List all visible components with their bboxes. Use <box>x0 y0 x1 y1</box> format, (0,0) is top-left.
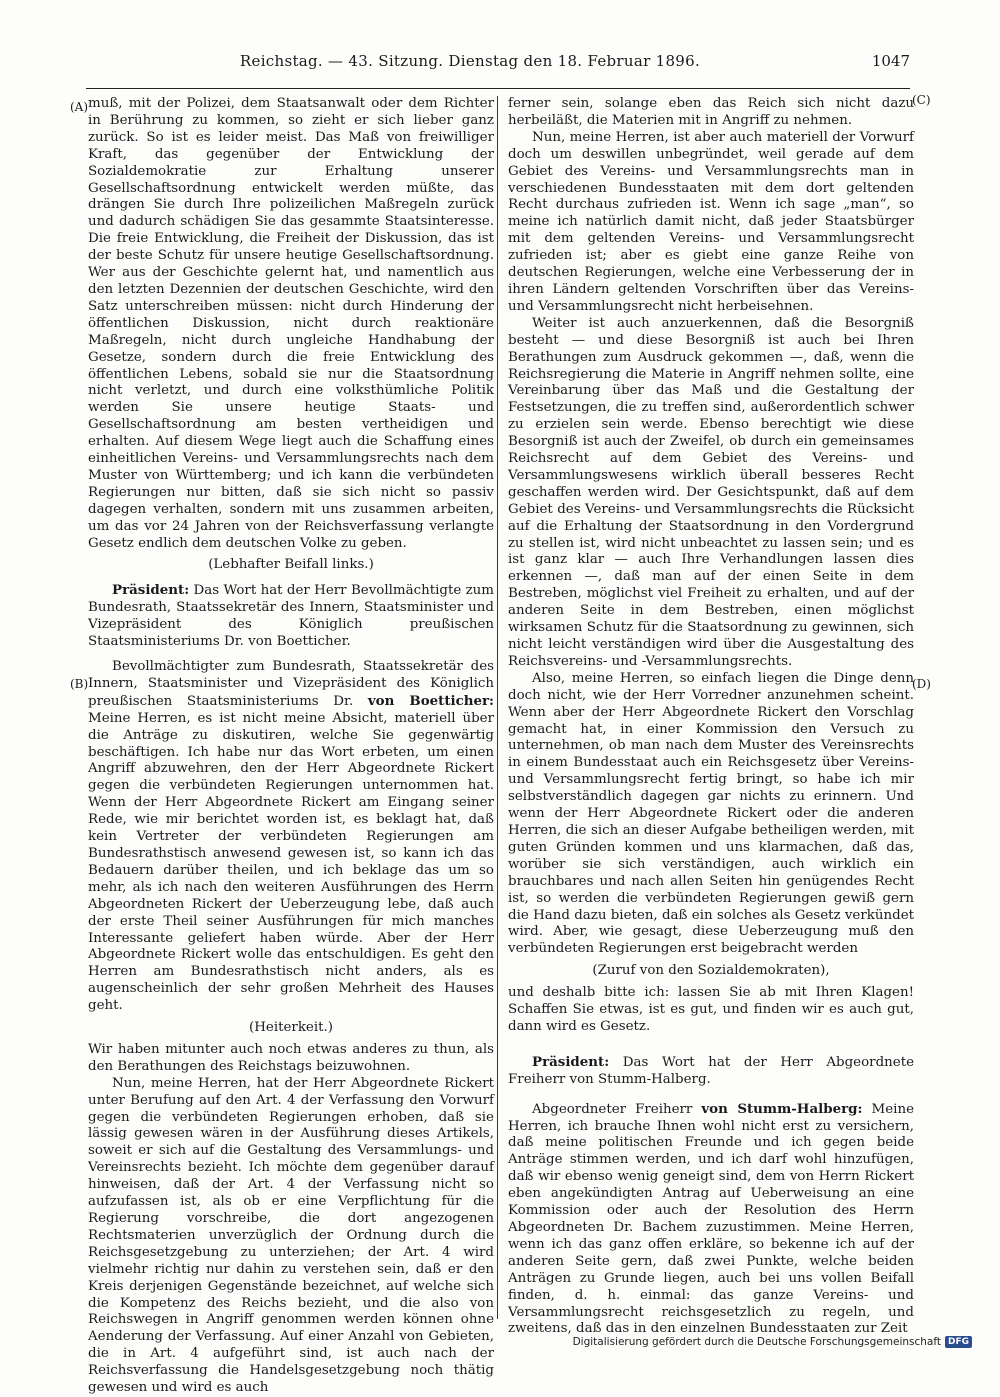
paragraph: Weiter ist auch anzuerkennen, daß die Besorgniß besteht — und diese Besorgniß ist auch bei Ihren Berathungen zum Ausdruck gekommen —, daß, wenn die Reichsregierung die Materie in Angriff nehmen sollte, eine Vereinbarung über das Maß und die Gestaltung der Festsetzungen, die zu treffen sind, außerordentlich schwer zu erzielen sein werde. Ebenso berechtigt wie diese Besorgniß ist auch der Zweifel, ob durch ein gemeinsames Reichsrecht auf dem Gebiet des Vereins- und Versammlungswesens wirklich überall besseres Recht geschaffen werden wird. Der Gesichtspunkt, daß auf dem Gebiet des Vereins- und Versammlungsrechts die Rücksicht auf die Erhaltung der Staatsordnung in den Vordergrund zu stellen ist, wird nicht unbeachtet zu lassen sein; und es ist ganz klar — auch Ihre Verhandlungen lassen dies erkennen —, daß man auf der einen Seite in dem Bestreben, möglichst viel Freiheit zu erhalten, und auf der anderen Seite in dem Bestreben, einen möglichst wirksamen Schutz für die Staatsordnung zu gewinnen, sich nicht leicht verständigen wird über die Ausgestaltung des Reichsvereins- und -Versammlungsrechts. <box>508 315 914 669</box>
paragraph: muß, mit der Polizei, dem Staatsanwalt oder dem Richter in Berührung zu kommen, so zieht er sich lieber ganz zurück. So ist es leider meist. Das Maß von freiwilliger Kraft, das gegenüber der Entwicklung der Sozialdemokratie zur Erhaltung unserer Gesellschaftsordnung entwickelt werden müßte, das drängen Sie durch Ihre polizeilichen Maßregeln zurück und dadurch schädigen Sie das gesammte Staatsinteresse. Die freie Entwicklung, die Freiheit der Diskussion, das ist der beste Schutz für unsere heutige Gesellschaftsordnung. Wer aus der Geschichte gelernt hat, und namentlich aus den letzten Dezennien der deutschen Geschichte, wird den Satz unterschreiben müssen: nicht durch Hinderung der öffentlichen Diskussion, nicht durch reaktionäre Maßregeln, nicht durch ungleiche Handhabung der Gesetze, sondern durch die freie Entwicklung des öffentlichen Lebens, sobald sie nur die Staatsordnung nicht verletzt, und durch eine volksthümliche Politik werden Sie unsere heutige Staats- und Gesellschaftsordnung am besten vertheidigen und erhalten. Auf diesem Wege liegt auch die Schaffung eines einheitlichen Vereins- und Versammlungsrechts nach dem Muster von Württemberg; und ich kann die verbündeten Regierungen nur bitten, daß sie sich nicht so passiv dagegen verhalten, sondern mit uns zusammen arbeiten, um das vor 24 Jahren von der Reichsverfassung verlangte Gesetz endlich dem deutschen Volke zu geben. <box>88 96 494 551</box>
speaker-name: von Boetticher: <box>367 692 495 709</box>
speech-text: Meine Herren, es ist nicht meine Absicht, materiell über die Anträge zu diskutiren, welche Sie gegenwärtig beschäftigen. Ich habe nur das Wort erbeten, um einen Angriff abzuwehren, den der Herr Abgeordnete Rickert gegen die verbündeten Regierungen unternommen hat. Wenn der Herr Abgeordnete Rickert am Eingang seiner Rede, wie mir berichtet worden ist, es beklagt hat, daß kein Vertreter der verbündeten Regierungen am Bundesrathstisch anwesend gewesen ist, so kann ich das Bedauern darüber theilen, und ich beklage das um so mehr, als ich nach den weiteren Ausführungen des Herrn Abgeordneten Rickert der Ueberzeugung lebe, daß auch der erste Theil seiner Ausführungen für mich manches Interessante geliefert haben würde. Aber der Herr Abgeordnete Rickert wolle das entschuldigen. Es geht den Herren am Bundesrathstisch nicht anders, als es augenscheinlich der sehr großen Mehrheit des Hauses geht. <box>88 710 494 1014</box>
column-divider <box>497 96 498 1319</box>
speaker-paragraph <box>508 1054 914 1089</box>
dfg-logo: DFG <box>945 1336 972 1348</box>
speaker-paragraph <box>88 582 494 651</box>
paragraph: ferner sein, solange eben das Reich sich nicht dazu herbeiläßt, die Materien mit in Angriff zu nehmen. <box>508 96 914 128</box>
margin-letter-a: (A) <box>70 100 89 114</box>
digitization-footer <box>573 1336 972 1348</box>
page-number: 1047 <box>871 52 910 70</box>
paragraph: und deshalb bitte ich: lassen Sie ab mit Ihren Klagen! Schaffen Sie etwas, ist es gut, und finden wir es auch gut, dann wird es Gesetz. <box>508 985 914 1034</box>
left-column <box>88 96 494 1397</box>
margin-letter-c: (C) <box>912 93 931 107</box>
speaker-name: Präsident: <box>112 582 190 599</box>
speech-text: Das Wort hat der Herr Abgeordnete Freiherr von Stumm-Halberg. <box>508 1054 914 1087</box>
speaker-name: Präsident: <box>532 1053 610 1070</box>
paragraph: Wir haben mitunter auch noch etwas anderes zu thun, als den Berathungen des Reichstags beizuwohnen. <box>88 1041 494 1074</box>
speaker-paragraph <box>88 659 494 1015</box>
speaker-name: von Stumm-Halberg: <box>701 1100 863 1117</box>
paragraph: Also, meine Herren, so einfach liegen die Dinge denn doch nicht, wie der Herr Vorredner anzunehmen scheint. Wenn aber der Herr Abgeordnete Rickert den Vorschlag gemacht hat, in einer Kommission den Versuch zu unternehmen, ob man nach dem Muster des Vereinsrechts in einem Bundesstaat auch ein Reichsgesetz über Vereins- und Versammlungsrecht fertig bringt, so habe ich mir selbstverständlich dagegen gar nichts zu erinnern. Und wenn der Herr Abgeordnete Rickert oder die anderen Herren, die sich an dieser Aufgabe betheiligen werden, mit guten Gründen kommen und uns klarmachen, daß das, worüber sie sich verständigen, auch wirklich ein brauchbares und nach allen Seiten hin genügendes Recht ist, so werden die verbündeten Regierungen gewiß gern die Hand dazu bieten, daß ein solches als Gesetz verkündet wird. Aber, wie gesagt, diese Ueberzeugung muß den verbündeten Regierungen erst beigebracht werden <box>508 670 914 957</box>
speaker-role: Abgeordneter Freiherr <box>532 1101 702 1117</box>
margin-letter-b: (B) <box>70 677 89 691</box>
speech-text: Das Wort hat der Herr Bevollmächtigte zum Bundesrath, Staatssekretär des Innern, Staatsminister und Vizepräsident des Königlich preußischen Staatsministeriums Dr. von Boetticher. <box>88 583 494 650</box>
speaker-paragraph <box>508 1101 914 1339</box>
paragraph: Nun, meine Herren, ist aber auch materiell der Vorwurf doch um deswillen unbegründet, weil gerade auf dem Gebiet des Vereins- und Versammlungsrechts man in verschiedenen Bundesstaaten mit dem dort geltenden Recht durchaus zufrieden ist. Wenn ich sage „man“, so meine ich natürlich damit nicht, daß jeder Staatsbürger mit dem geltenden Vereins- und Versammlungsrecht zufrieden ist; aber es giebt eine ganze Reihe von deutschen Regierungen, welche eine Verbesserung der in ihren Ländern geltenden Vorschriften über das Vereins- und Versammlungsrecht nicht herbeisehnen. <box>508 129 914 314</box>
interjection: (Lebhafter Beifall links.) <box>208 557 374 573</box>
page-header <box>30 52 910 76</box>
speaker-role: Bevollmächtigter zum Bundesrath, Staatssekretär des Innern, Staatsminister und Vizepräsident des Königlich preußischen Staatsministeriums Dr. <box>88 659 494 709</box>
interjection: (Heiterkeit.) <box>249 1020 333 1036</box>
interjection: (Zuruf von den Sozialdemokraten), <box>592 963 830 979</box>
footer-text: Digitalisierung gefördert durch die Deutsche Forschungsgemeinschaft <box>572 1336 941 1348</box>
header-rule <box>86 88 910 89</box>
speech-text: Meine Herren, ich brauche Ihnen wohl nicht erst zu versichern, daß meine politischen Freunde und ich gegen beide Anträge stimmen werden, und ich darf wohl hinzufügen, daß wir ebenso wenig geneigt sind, dem von Herrn Rickert eben angekündigten Antrag auf Ueberweisung an eine Kommission oder auch der Resolution des Herrn Abgeordneten Dr. Bachem zuzustimmen. Meine Herren, wenn ich das ganz offen erkläre, so bekenne ich auf der anderen Seite gern, daß zwei Punkte, welche beiden Anträgen zu Grunde liegen, auch bei uns vollen Beifall finden, d. h. einmal: das ganze Vereins- und Versammlungsrecht reichsgesetzlich zu regeln, und zweitens, daß das in den einzelnen Bundesstaaten zur Zeit <box>508 1101 914 1337</box>
margin-letter-d: (D) <box>912 677 931 691</box>
paragraph: Nun, meine Herren, hat der Herr Abgeordnete Rickert unter Berufung auf den Art. 4 der Verfassung den Vorwurf gegen die verbündeten Regierungen erhoben, daß sie lässig gewesen wären in der Ausführung dieses Artikels, soweit er sich auf die Gestaltung des Versammlungs- und Vereinsrechts bezieht. Ich möchte dem gegenüber darauf hinweisen, daß der Art. 4 der Verfassung nicht so aufzufassen ist, als ob er eine Verpflichtung für die Regierung vorschreibe, die dort angezogenen Rechtsmaterien unverzüglich der Ordnung durch die Reichsgesetzgebung zu unterziehen; der Art. 4 wird vielmehr richtig nur dahin zu verstehen sein, daß er den Kreis derjenigen Gegenstände bezeichnet, auf welche sich die Kompetenz des Reichs bezieht, und die also von Reichswegen in Angriff genommen werden können ohne Aenderung der Verfassung. Auf einer Anzahl von Gebieten, die in Art. 4 aufgeführt sind, ist auch nach der Reichsverfassung die Handelsgesetzgebung noch thätig gewesen und wird es auch <box>88 1075 494 1396</box>
right-column <box>508 96 914 1338</box>
running-title: Reichstag. — 43. Sitzung. Dienstag den 18. Februar 1896. <box>239 52 701 70</box>
